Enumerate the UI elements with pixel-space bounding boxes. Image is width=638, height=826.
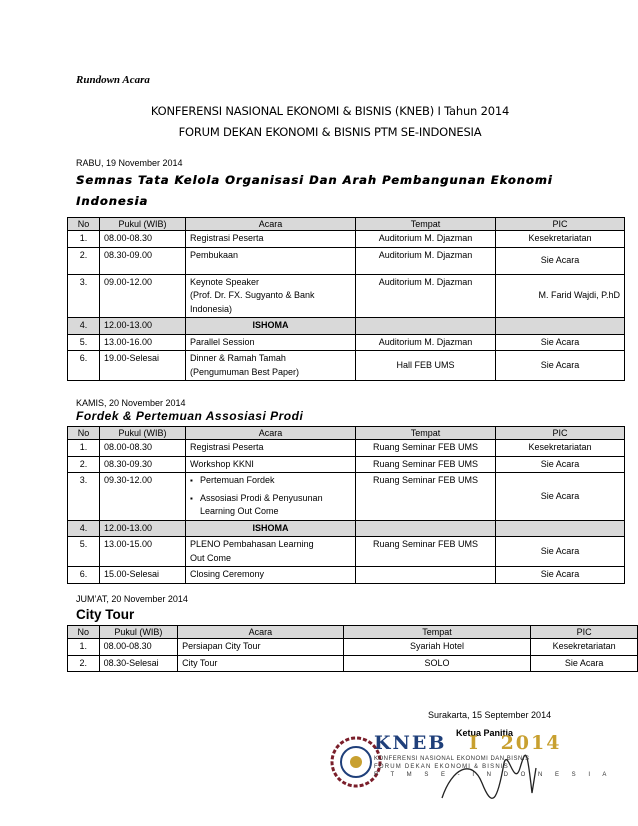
row-place: Ruang Seminar FEB UMS [356,537,496,567]
col-header-time: Pukul (WIB) [99,626,178,639]
table-row [68,231,625,248]
row-event: Registrasi Peserta [186,440,356,457]
row-event-line: (Prof. Dr. FX. Sugyanto & Bank [190,290,315,300]
row-place: Syariah Hotel [343,639,531,656]
row-event: Parallel Session [186,334,356,351]
forum-title: FORUM DEKAN EKONOMI & BISNIS PTM SE-INDONESIA [178,125,482,139]
row-place [356,318,496,335]
logo-wordmark-roman: I [469,732,480,754]
row-pic: Kesekretariatan [496,231,625,248]
row-place: SOLO [343,655,531,672]
logo-emblem-icon [332,738,380,786]
table-row [68,473,625,521]
row-no: 5. [68,537,100,567]
day1-date: RABU, 19 November 2014 [76,158,183,168]
row-time: 08.00-08.30 [99,639,178,656]
rundown-label: Rundown Acara [76,74,150,86]
row-event-line: Indonesia) [190,303,233,314]
row-no: 5. [68,334,100,351]
row-pic: Kesekretariatan [531,639,638,656]
day2-date: KAMIS, 20 November 2014 [76,398,186,408]
row-event-line: (Pengumuman Best Paper) [190,366,300,377]
row-pic: Sie Acara [496,351,625,381]
table-row [68,567,625,584]
row-time: 13.00-16.00 [100,334,186,351]
col-header-event: Acara [186,218,356,231]
row-event: Persiapan City Tour [178,639,344,656]
col-header-no: No [68,427,100,440]
row-time: 15.00-Selesai [100,567,186,584]
logo-wordmark-main: KNEB [374,732,447,754]
row-event [186,473,356,521]
row-time: 08.30-09.00 [100,247,186,274]
conference-title: KONFERENSI NASIONAL EKONOMI & BISNIS (KNEB) I Tahun 2014 [150,104,510,118]
col-header-pic: PIC [531,626,638,639]
day1-title [76,170,556,212]
day3-schedule-table [67,625,638,672]
row-time: 19.00-Selesai [100,351,186,381]
row-time: 08.30-Selesai [99,655,178,672]
row-event: Closing Ceremony [186,567,356,584]
col-header-event: Acara [186,427,356,440]
row-event: City Tour [178,655,344,672]
day3-date: JUM’AT, 20 November 2014 [76,594,188,604]
row-pic: Sie Acara [531,655,638,672]
col-header-event: Acara [178,626,344,639]
row-pic: Sie Acara [496,537,625,567]
row-event: Registrasi Peserta [186,231,356,248]
row-event: ISHOMA [186,520,356,537]
col-header-no: No [68,626,100,639]
row-event [186,274,356,318]
row-time: 08.00-08.30 [100,231,186,248]
row-no: 6. [68,567,100,584]
table-row [68,440,625,457]
row-place: Ruang Seminar FEB UMS [356,473,496,521]
table-row [68,318,625,335]
table-row [68,520,625,537]
row-pic: Sie Acara [496,247,625,274]
row-time: 13.00-15.00 [100,537,186,567]
row-event [186,537,356,567]
col-header-time: Pukul (WIB) [100,218,186,231]
day2-schedule-table [67,426,625,584]
table-row [68,537,625,567]
row-no: 4. [68,520,100,537]
col-header-place: Tempat [356,427,496,440]
day1-title-line1: Semnas Tata Kelola Organisasi Dan Arah Pembangunan Ekonomi [76,173,553,187]
row-no: 2. [68,247,100,274]
row-event-bullet: ▪ Assosiasi Prodi & Penyusunan [190,492,351,506]
row-pic [496,318,625,335]
row-event [186,351,356,381]
row-place: Ruang Seminar FEB UMS [356,440,496,457]
table-row [68,351,625,381]
col-header-no: No [68,218,100,231]
row-place [356,520,496,537]
row-no: 1. [68,440,100,457]
row-time: 09.00-12.00 [100,274,186,318]
day3-title: City Tour [76,607,135,622]
row-event-line: Out Come [190,552,232,563]
row-no: 3. [68,473,100,521]
logo-wordmark-year: 2014 [500,732,562,754]
row-time: 12.00-13.00 [100,520,186,537]
table-row [68,247,625,274]
row-no: 3. [68,274,100,318]
row-event: ISHOMA [186,318,356,335]
row-event-line: PLENO Pembahasan Learning [190,539,314,549]
col-header-place: Tempat [343,626,531,639]
logo-subtitle-1: KONFERENSI NASIONAL EKONOMI DAN BISNIS [374,756,530,762]
day1-title-line2: Indonesia [76,194,149,208]
table-row [68,639,638,656]
table-row [68,274,625,318]
table-row [68,655,638,672]
row-pic: Sie Acara [496,334,625,351]
day2-title: Fordek & Pertemuan Assosiasi Prodi [76,409,304,423]
row-pic: Sie Acara [496,456,625,473]
row-place: Auditorium M. Djazman [356,334,496,351]
row-time: 12.00-13.00 [100,318,186,335]
row-event-bullet: ▪ Pertemuan Fordek [190,474,351,488]
row-pic [496,520,625,537]
row-place [356,567,496,584]
table-header-row [68,218,625,231]
row-place: Auditorium M. Djazman [356,231,496,248]
row-place: Auditorium M. Djazman [356,274,496,318]
row-pic: Kesekretariatan [496,440,625,457]
row-event: Workshop KKNI [186,456,356,473]
col-header-time: Pukul (WIB) [100,427,186,440]
day1-schedule-table [67,217,625,381]
row-time: 09.30-12.00 [100,473,186,521]
table-row [68,456,625,473]
row-event-line: Dinner & Ramah Tamah [190,353,286,363]
logo-subtitle-3: P T M S E - I N D O N E S I A [374,772,612,778]
row-event: Pembukaan [186,247,356,274]
col-header-pic: PIC [496,218,625,231]
row-no: 2. [68,456,100,473]
row-pic: Sie Acara [496,567,625,584]
row-event-bullet-cont: Learning Out Come [200,506,279,516]
signature-place-date: Surakarta, 15 September 2014 [428,710,552,720]
row-place: Hall FEB UMS [356,351,496,381]
row-no: 4. [68,318,100,335]
row-no: 1. [68,639,100,656]
table-row [68,334,625,351]
row-no: 2. [68,655,100,672]
table-header-row [68,626,638,639]
row-no: 1. [68,231,100,248]
row-place: Auditorium M. Djazman [356,247,496,274]
col-header-pic: PIC [496,427,625,440]
row-time: 08.30-09.30 [100,456,186,473]
logo-subtitle-2: FORUM DEKAN EKONOMI & BISNIS [374,764,509,770]
col-header-place: Tempat [356,218,496,231]
row-place: Ruang Seminar FEB UMS [356,456,496,473]
row-event-line: Keynote Speaker [190,276,260,287]
logo-wordmark [374,732,561,754]
row-pic: M. Farid Wajdi, P.hD [496,274,625,318]
row-time: 08.00-08.30 [100,440,186,457]
row-pic: Sie Acara [496,473,625,521]
table-header-row [68,427,625,440]
row-no: 6. [68,351,100,381]
signature-role: Ketua Panitia [456,728,514,738]
